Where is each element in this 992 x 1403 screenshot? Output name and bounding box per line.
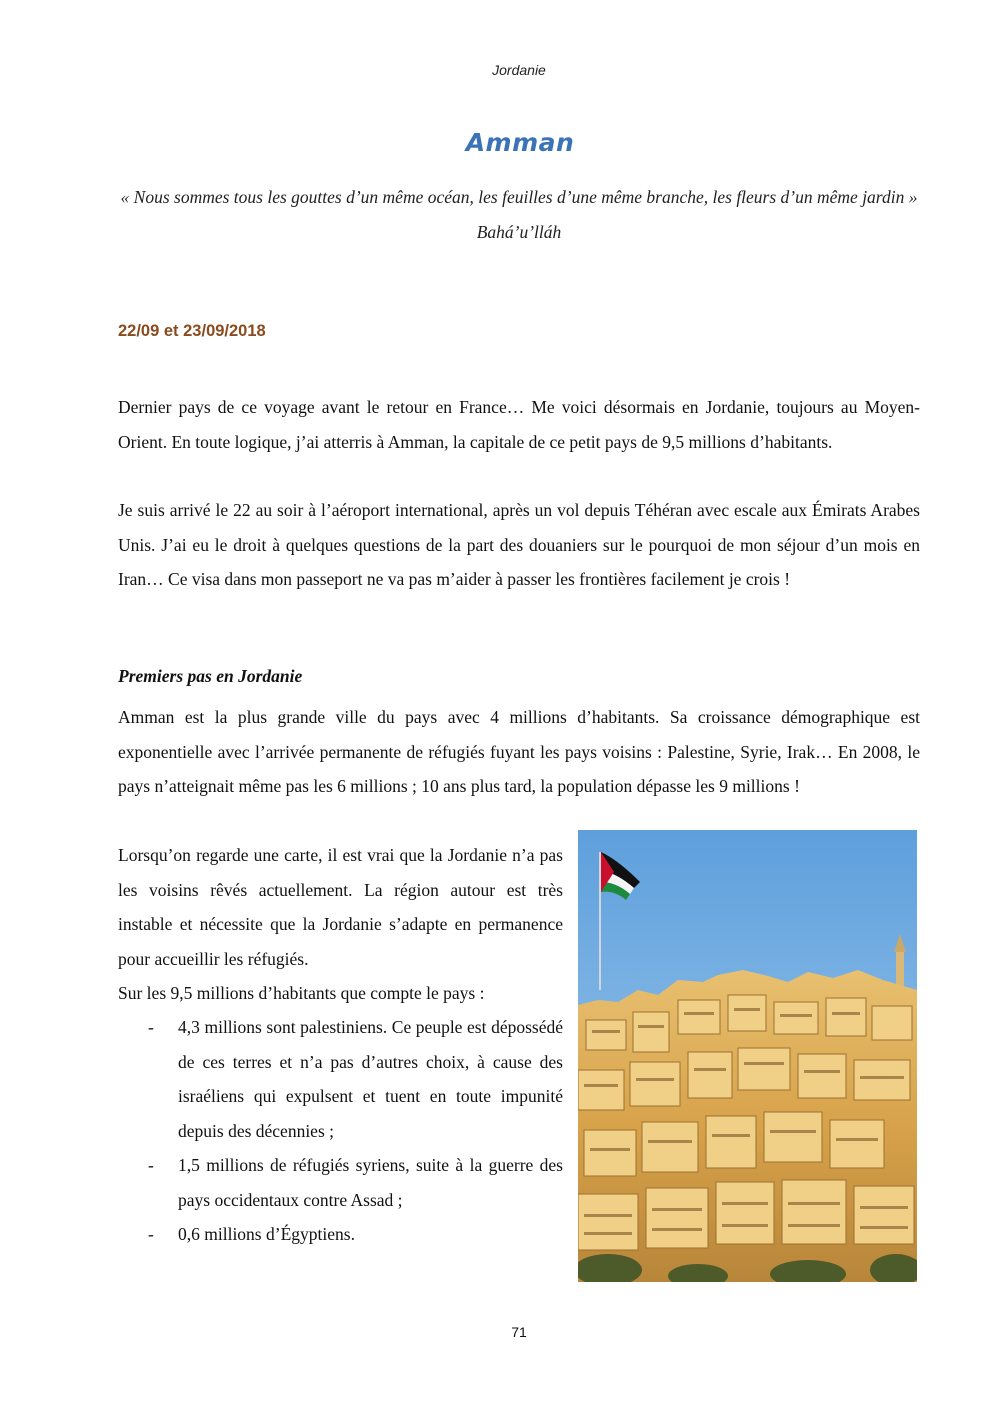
epigraph-text: « Nous sommes tous les gouttes d’un même océan, les feuilles d’une même branche, les fleurs d’un même jardin » [120,187,918,207]
entry-date: 22/09 et 23/09/2018 [118,322,266,340]
list-item [118,1217,563,1252]
page-number: 71 [511,1324,527,1340]
paragraph-breakdown-intro: Sur les 9,5 millions d’habitants que compte le pays : [118,983,485,1003]
epigraph [118,180,920,249]
running-header: Jordanie [492,62,546,78]
paragraph-neighbours: Lorsqu’on regarde une carte, il est vrai que la Jordanie n’a pas les voisins rêvés actuellement. La région autour est très instable et nécessite que la Jordanie s’adapte en permanence pour accueillir les réfugiés. [118,845,563,969]
paragraph-arrival-intro: Dernier pays de ce voyage avant le retour en France… Me voici désormais en Jordanie, toujours au Moyen-Orient. En toute logique, j’ai atterris à Amman, la capitale de ce petit pays de 9,5 millions d’habitants. [118,397,920,452]
paragraph-population: Amman est la plus grande ville du pays avec 4 millions d’habitants. Sa croissance démographique est exponentielle avec l’arrivée permanente de réfugiés fuyant les pays voisins : Palestine, Syrie, Irak… En 2008, le pays n’atteignait même pas les 6 millions ; 10 ans plus tard, la population dépasse les 9 millions ! [118,707,920,796]
list-item [118,1010,563,1148]
section-heading: Premiers pas en Jordanie [118,666,303,686]
list-dash: - [148,1224,154,1244]
amman-cityscape-photo [578,830,917,1282]
list-item-text: 0,6 millions d’Égyptiens. [178,1224,355,1244]
population-list [118,1010,563,1252]
list-dash: - [148,1017,154,1037]
chapter-title: Amman [465,128,575,157]
list-dash: - [148,1155,154,1175]
list-item [118,1148,563,1217]
list-item-text: 4,3 millions sont palestiniens. Ce peuple est dépossédé de ces terres et n’a pas d’autres choix, à cause des israéliens qui expulsent et tuent en toute impunité depuis des décennies ; [178,1017,563,1141]
paragraph-airport: Je suis arrivé le 22 au soir à l’aéroport international, après un vol depuis Téhéran avec escale aux Émirats Arabes Unis. J’ai eu le droit à quelques questions de la part des douaniers sur le pourquoi de mon séjour d’un mois en Iran… Ce visa dans mon passeport ne va pas m’aider à passer les frontières facilement je crois ! [118,500,920,589]
epigraph-author: Bahá’u’lláh [476,221,562,242]
list-item-text: 1,5 millions de réfugiés syriens, suite à la guerre des pays occidentaux contre Assad ; [178,1155,563,1210]
